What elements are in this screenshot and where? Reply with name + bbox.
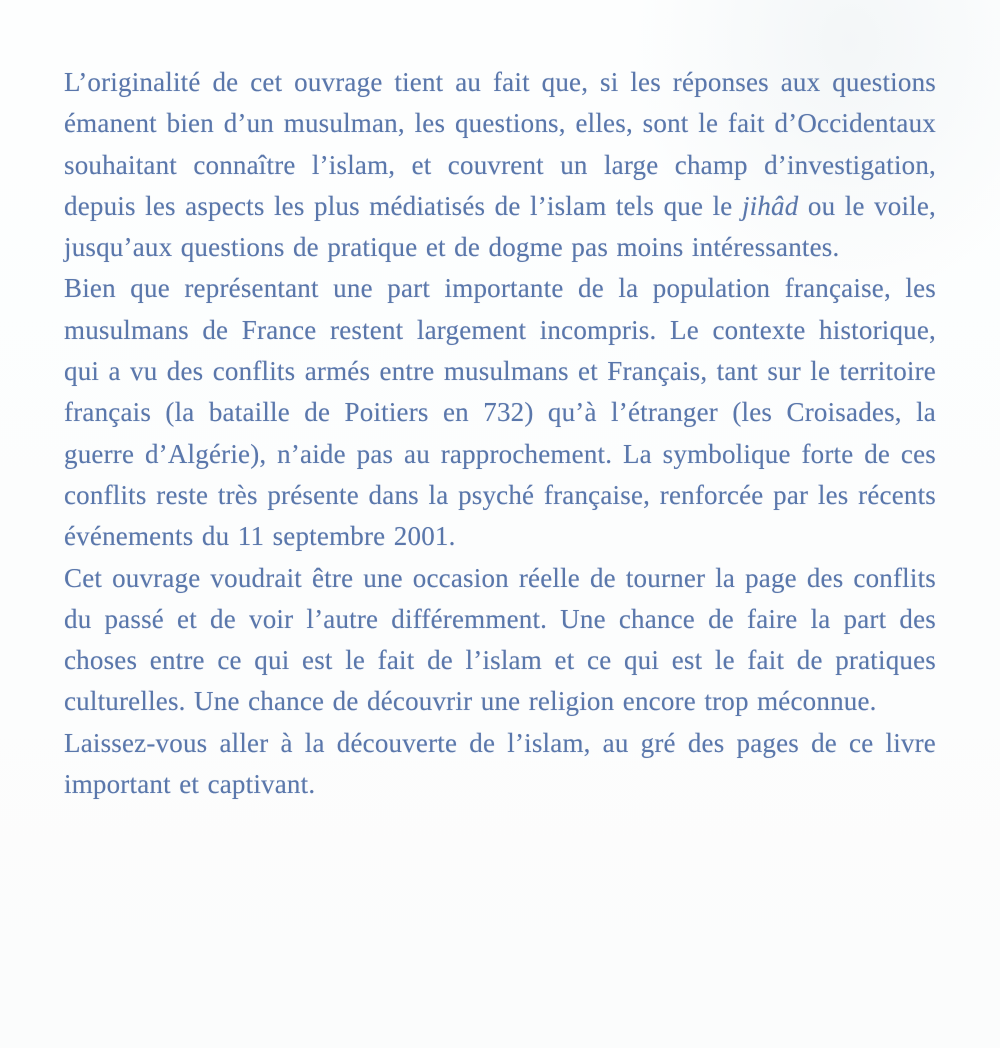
text-run: Cet ouvrage voudrait être une occasion réelle de tourner la page des conflits du passé et de voir l’autre différemment. Une chance de faire la part des choses entre ce qui est le fait de l’islam et ce qui est le fait de pratiques culturelles. Une chance de découvrir une religion encore trop méconnue.: [64, 562, 936, 717]
paragraph: [64, 62, 936, 268]
text-run: L’originalité de cet ouvrage tient au fait que, si les réponses aux questions émanent bien d’un musulman, les questions, elles, sont le fait d’Occidentaux souhaitant connaître l’islam, et couvrent un large champ d’investigation, depuis les aspects les plus médiatisés de l’islam tels que le: [64, 67, 936, 221]
paragraph: [64, 723, 936, 806]
text-run: Laissez-vous aller à la découverte de l’islam, au gré des pages de ce livre important et captivant.: [64, 727, 936, 800]
paragraph: [64, 268, 936, 557]
text-run: Bien que représentant une part importante de la population française, les musulmans de France restent largement incompris. Le contexte historique, qui a vu des conflits armés entre musulmans et Français, tant sur le territoire français (la bataille de Poitiers en 732) qu’à l’étranger (les Croisades, la guerre d’Algérie), n’aide pas au rapprochement. La symbolique forte de ces conflits reste très présente dans la psyché française, renforcée par les récents événements du 11 septembre 2001.: [64, 273, 936, 552]
italic-text-run: jihâd: [741, 190, 799, 221]
paragraph: [64, 558, 936, 723]
page-text: [64, 62, 936, 805]
text-run: ou le voile, jusqu’aux questions de pratique et de dogme pas moins intéressantes.: [64, 190, 937, 263]
